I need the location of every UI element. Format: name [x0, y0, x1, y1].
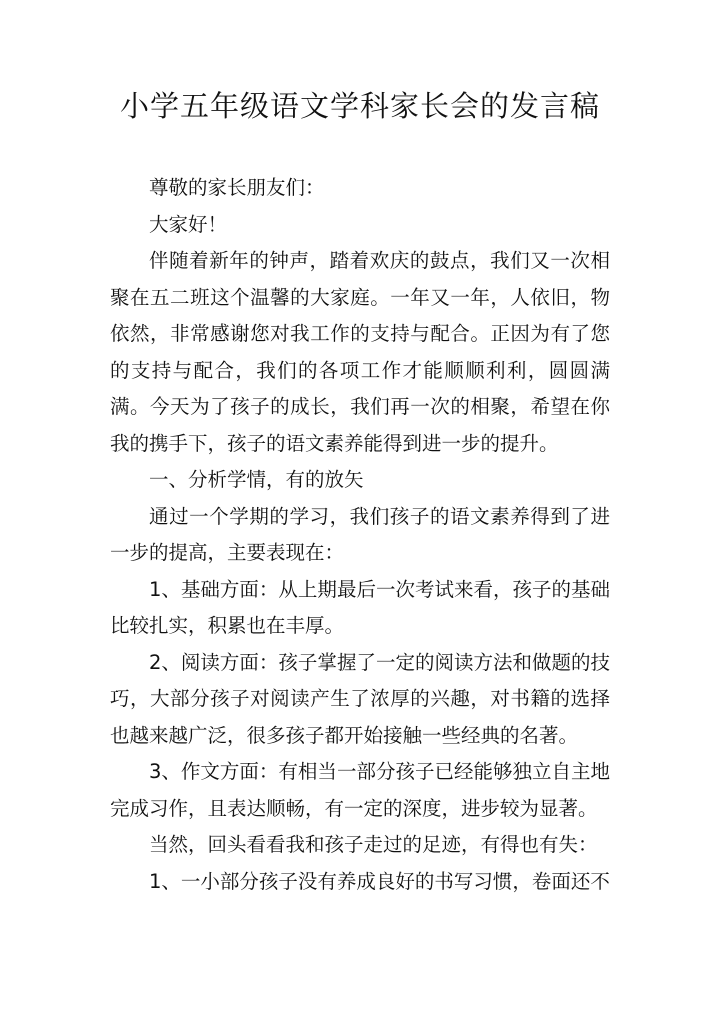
paragraph-reflection: 当然，回头看看我和孩子走过的足迹，有得也有失：: [149, 833, 598, 856]
paragraph-intro: 伴随着新年的钟声，踏着欢庆的鼓点，我们又一次相聚在五二班这个温馨的大家庭。一年又一年，人依旧，物依然，非常感谢您对我工作的支持与配合。正因为有了您的支持与配合，我们的各项工作才能顺顺利利，圆圆满满。今天为了孩子的成长，我们再一次的相聚，希望在你我的携手下，孩子的语文素养能得到进一步的提升。: [110, 249, 610, 455]
document-title: 小学五年级语文学科家长会的发言稿: [119, 89, 600, 123]
paragraph-hello: 大家好！: [149, 212, 228, 236]
list-item-writing: 3、作文方面：有相当一部分孩子已经能够独立自主地完成习作，且表达顺畅，有一定的深度，进步较为显著。: [110, 760, 610, 820]
section-heading-1: 一、分析学情，有的放矢: [149, 468, 364, 491]
paragraph-summary: 通过一个学期的学习，我们孩子的语文素养得到了进一步的提高，主要表现在：: [110, 504, 610, 564]
list-item-basics: 1、基础方面：从上期最后一次考试来看，孩子的基础比较扎实，积累也在丰厚。: [110, 577, 610, 637]
document-body: [110, 170, 610, 900]
list-item-reading: 2、阅读方面：孩子掌握了一定的阅读方法和做题的技巧，大部分孩子对阅读产生了浓厚的兴趣，对书籍的选择也越来越广泛，很多孩子都开始接触一些经典的名著。: [110, 650, 610, 747]
paragraph-greeting: 尊敬的家长朋友们：: [149, 176, 325, 199]
list-item-handwriting: 1、一小部分孩子没有养成良好的书写习惯，卷面还不: [149, 869, 610, 893]
